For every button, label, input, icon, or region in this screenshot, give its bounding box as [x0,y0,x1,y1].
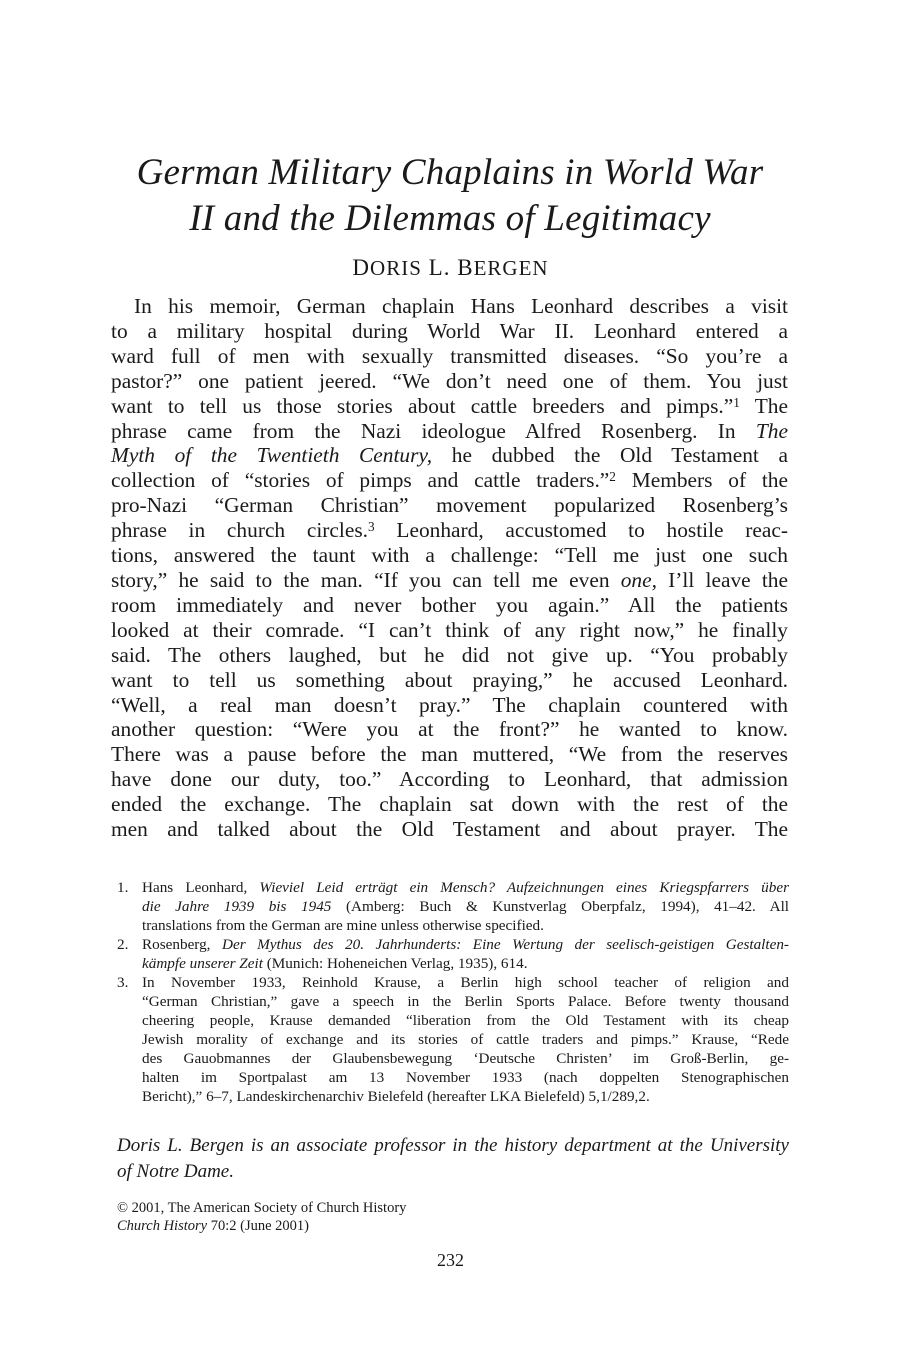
footnote-line: “German Christian,” gave a speech in the Berlin Sports Palace. Before twenty thousand [142,993,789,1010]
footnote-line: Rosenberg, Der Mythus des 20. Jahrhunderts: Eine Wertung der seelisch-geistigen Gestalten- [142,936,789,953]
body-line: pro-Nazi “German Christian” movement popularized Rosenberg’s [111,493,788,518]
body-line: story,” he said to the man. “If you can tell me even one, I’ll leave the [111,567,788,592]
body-line: want to tell us something about praying,” he accused Leonhard. [111,667,788,692]
footnote-line: In November 1933, Reinhold Krause, a Berlin high school teacher of religion and [142,974,789,991]
body-line: phrase in church circles.$^3$ Leonhard, accustomed to hostile reac- [111,518,788,543]
footnote-number: 3. [117,974,129,991]
title-line: II and the Dilemmas of Legitimacy [189,198,711,239]
body-line: want to tell us those stories about cattle breeders and pimps.”$^1$ The [111,393,788,418]
body-line: pastor?” one patient jeered. “We don’t need one of them. You just [111,368,788,393]
footnote-line: die Jahre 1939 bis 1945 (Amberg: Buch & Kunstverlag Oberpfalz, 1994), 41–42. All [142,898,790,915]
body-line: men and talked about the Old Testament and about prayer. The [111,817,788,842]
copyright-line: © 2001, The American Society of Church History [117,1200,407,1216]
body-line: “Well, a real man doesn’t pray.” The chaplain countered with [111,692,788,717]
title-line: German Military Chaplains in World War [136,152,764,193]
bio-line: of Notre Dame. [117,1161,234,1182]
body-line: ward full of men with sexually transmitted diseases. “So you’re a [111,343,788,368]
article-title [80,150,820,242]
body-paragraph [111,294,788,842]
footnote-1 [117,878,789,935]
footnotes [117,878,789,1106]
author-bio [117,1133,789,1185]
footnote-ref[interactable]: 1 [733,394,740,410]
body-line: tions, answered the taunt with a challenge: “Tell me just one such [111,543,788,568]
footnote-line: des Gauobmannes der Glaubensbewegung ‘Deutsche Christen’ im Groß-Berlin, ge- [142,1050,789,1067]
body-line: In his memoir, German chaplain Hans Leonhard describes a visit [134,294,788,318]
footnote-line: kämpfe unserer Zeit (Munich: Hoheneichen Verlag, 1935), 614. [142,955,528,972]
footnote-3 [117,973,789,1106]
footnote-line: Bericht),” 6–7, Landeskirchenarchiv Bielefeld (hereafter LKA Bielefeld) 5,1/289,2. [142,1088,650,1105]
body-line: have done our duty, too.” According to Leonhard, that admission [111,767,788,792]
body-line: room immediately and never bother you again.” All the patients [111,592,788,617]
body-line: There was a pause before the man muttered, “We from the reserves [111,742,788,767]
body-line: looked at their comrade. “I can’t think of any right now,” he finally [111,617,788,642]
footnote-ref[interactable]: 3 [368,519,375,535]
footnote-number: 1. [117,879,129,896]
footnote-line: cheering people, Krause demanded “liberation from the Old Testament with its cheap [142,1012,789,1029]
journal-citation: Church History 70:2 (June 2001) [117,1218,309,1234]
body-line: phrase came from the Nazi ideologue Alfred Rosenberg. In The [111,418,788,443]
author-byline: DORIS L. BERGEN [352,255,549,280]
footnote-line: halten im Sportpalast am 13 November 1933 (nach doppelten Stenographischen [142,1069,789,1086]
footnote-ref[interactable]: 2 [609,469,616,485]
body-line: Myth of the Twentieth Century, he dubbed the Old Testament a [111,443,789,468]
copyright-notice [117,1199,406,1235]
footnote-2 [117,935,789,973]
footnote-line: Jewish morality of exchange and its stories of cattle traders and pimps.” Krause, “Rede [142,1031,789,1048]
footnote-line: translations from the German are mine unless otherwise specified. [142,917,544,934]
body-line: ended the exchange. The chaplain sat down with the rest of the [111,792,788,817]
footnote-number: 2. [117,936,129,953]
body-line: said. The others laughed, but he did not give up. “You probably [111,642,788,667]
page-number: 232 [437,1250,464,1270]
body-line: to a military hospital during World War II. Leonhard entered a [111,318,788,343]
body-line: collection of “stories of pimps and cattle traders.”$^2$ Members of the [111,468,788,493]
bio-line: Doris L. Bergen is an associate professor in the history department at the University [117,1135,789,1156]
footnote-line: Hans Leonhard, Wieviel Leid erträgt ein Mensch? Aufzeichnungen eines Kriegspfarrers über [142,879,789,896]
body-line: another question: “Were you at the front?” he wanted to know. [111,717,788,742]
